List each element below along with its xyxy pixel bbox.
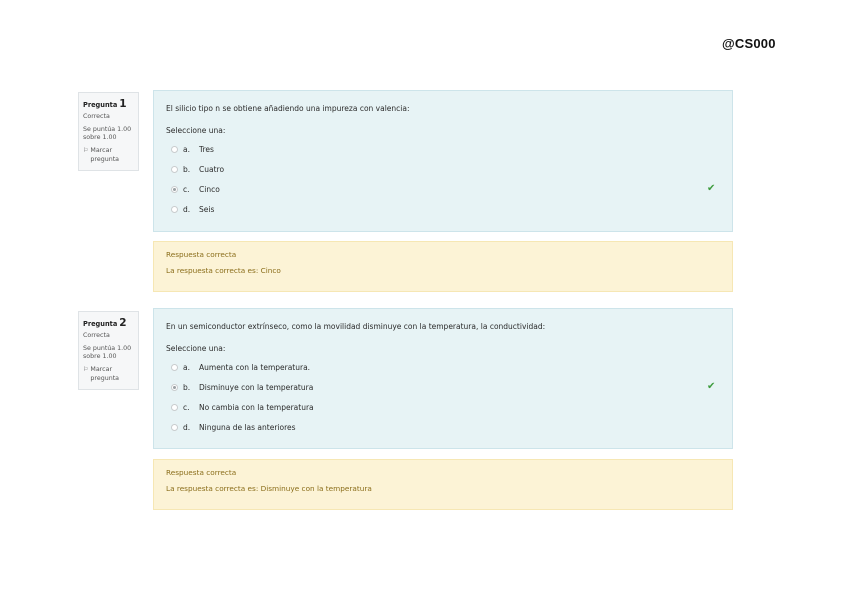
check-icon: ✔ — [707, 183, 716, 194]
question-number: 1 — [119, 98, 127, 110]
option-letter: d. — [183, 204, 191, 214]
feedback-right-answer: La respuesta correcta es: Disminuye con la temperatura — [166, 484, 372, 494]
option-text: Tres — [199, 144, 214, 154]
answer-option[interactable] — [166, 139, 720, 159]
feedback-title: Respuesta correcta — [166, 468, 237, 477]
question-info-2 — [78, 311, 139, 390]
answer-option[interactable] — [166, 159, 720, 179]
flag-label: Marcar pregunta — [90, 147, 120, 163]
question-formulation-2 — [153, 308, 733, 449]
option-text: Aumenta con la temperatura. — [199, 362, 311, 372]
question-info-1 — [78, 92, 139, 171]
question-text: En un semiconductor extrínseco, como la movilidad disminuye con la temperatura, la conductividad: — [166, 322, 546, 331]
question-state: Correcta — [83, 331, 110, 339]
radio-button[interactable] — [171, 364, 178, 371]
option-letter: d. — [183, 422, 191, 432]
feedback-box-1 — [153, 241, 733, 292]
option-text: Seis — [199, 204, 215, 214]
flag-question-link[interactable] — [83, 366, 134, 384]
answer-option[interactable] — [166, 417, 720, 437]
radio-button[interactable] — [171, 166, 178, 173]
flag-icon: ⚐ — [83, 147, 89, 155]
answer-prompt: Seleccione una: — [166, 126, 226, 135]
option-text: Disminuye con la temperatura — [199, 382, 314, 392]
radio-button[interactable] — [171, 206, 178, 213]
answer-option[interactable] — [166, 357, 720, 377]
flag-icon: ⚐ — [83, 366, 89, 374]
option-text: Cuatro — [199, 164, 225, 174]
radio-button[interactable] — [171, 424, 178, 431]
question-label: Pregunta — [83, 101, 118, 109]
answer-option-selected[interactable] — [166, 377, 720, 397]
watermark: @CS000 — [722, 36, 776, 51]
option-letter: b. — [183, 164, 191, 174]
radio-button-checked[interactable] — [171, 186, 178, 193]
option-letter: c. — [183, 402, 190, 412]
question-text: El silicio tipo n se obtiene añadiendo una impureza con valencia: — [166, 104, 410, 113]
answer-list — [166, 357, 720, 437]
question-grade: Se puntúa 1.00 sobre 1.00 — [83, 125, 132, 142]
option-text: Ninguna de las anteriores — [199, 422, 296, 432]
question-formulation-1 — [153, 90, 733, 232]
answer-option[interactable] — [166, 199, 720, 219]
question-number: 2 — [119, 317, 127, 329]
radio-button[interactable] — [171, 146, 178, 153]
question-label: Pregunta — [83, 320, 118, 328]
option-letter: a. — [183, 362, 190, 372]
feedback-title: Respuesta correcta — [166, 250, 237, 259]
feedback-box-2 — [153, 459, 733, 510]
option-letter: c. — [183, 184, 190, 194]
flag-question-link[interactable] — [83, 147, 134, 165]
question-state: Correcta — [83, 112, 110, 120]
answer-option[interactable] — [166, 397, 720, 417]
option-letter: a. — [183, 144, 190, 154]
check-icon: ✔ — [707, 381, 716, 392]
option-text: Cinco — [199, 184, 220, 194]
answer-list — [166, 139, 720, 219]
flag-label: Marcar pregunta — [90, 366, 120, 382]
option-letter: b. — [183, 382, 191, 392]
answer-option-selected[interactable] — [166, 179, 720, 199]
radio-button[interactable] — [171, 404, 178, 411]
radio-button-checked[interactable] — [171, 384, 178, 391]
feedback-right-answer: La respuesta correcta es: Cinco — [166, 266, 281, 276]
answer-prompt: Seleccione una: — [166, 344, 226, 353]
option-text: No cambia con la temperatura — [199, 402, 314, 412]
question-grade: Se puntúa 1.00 sobre 1.00 — [83, 344, 132, 361]
